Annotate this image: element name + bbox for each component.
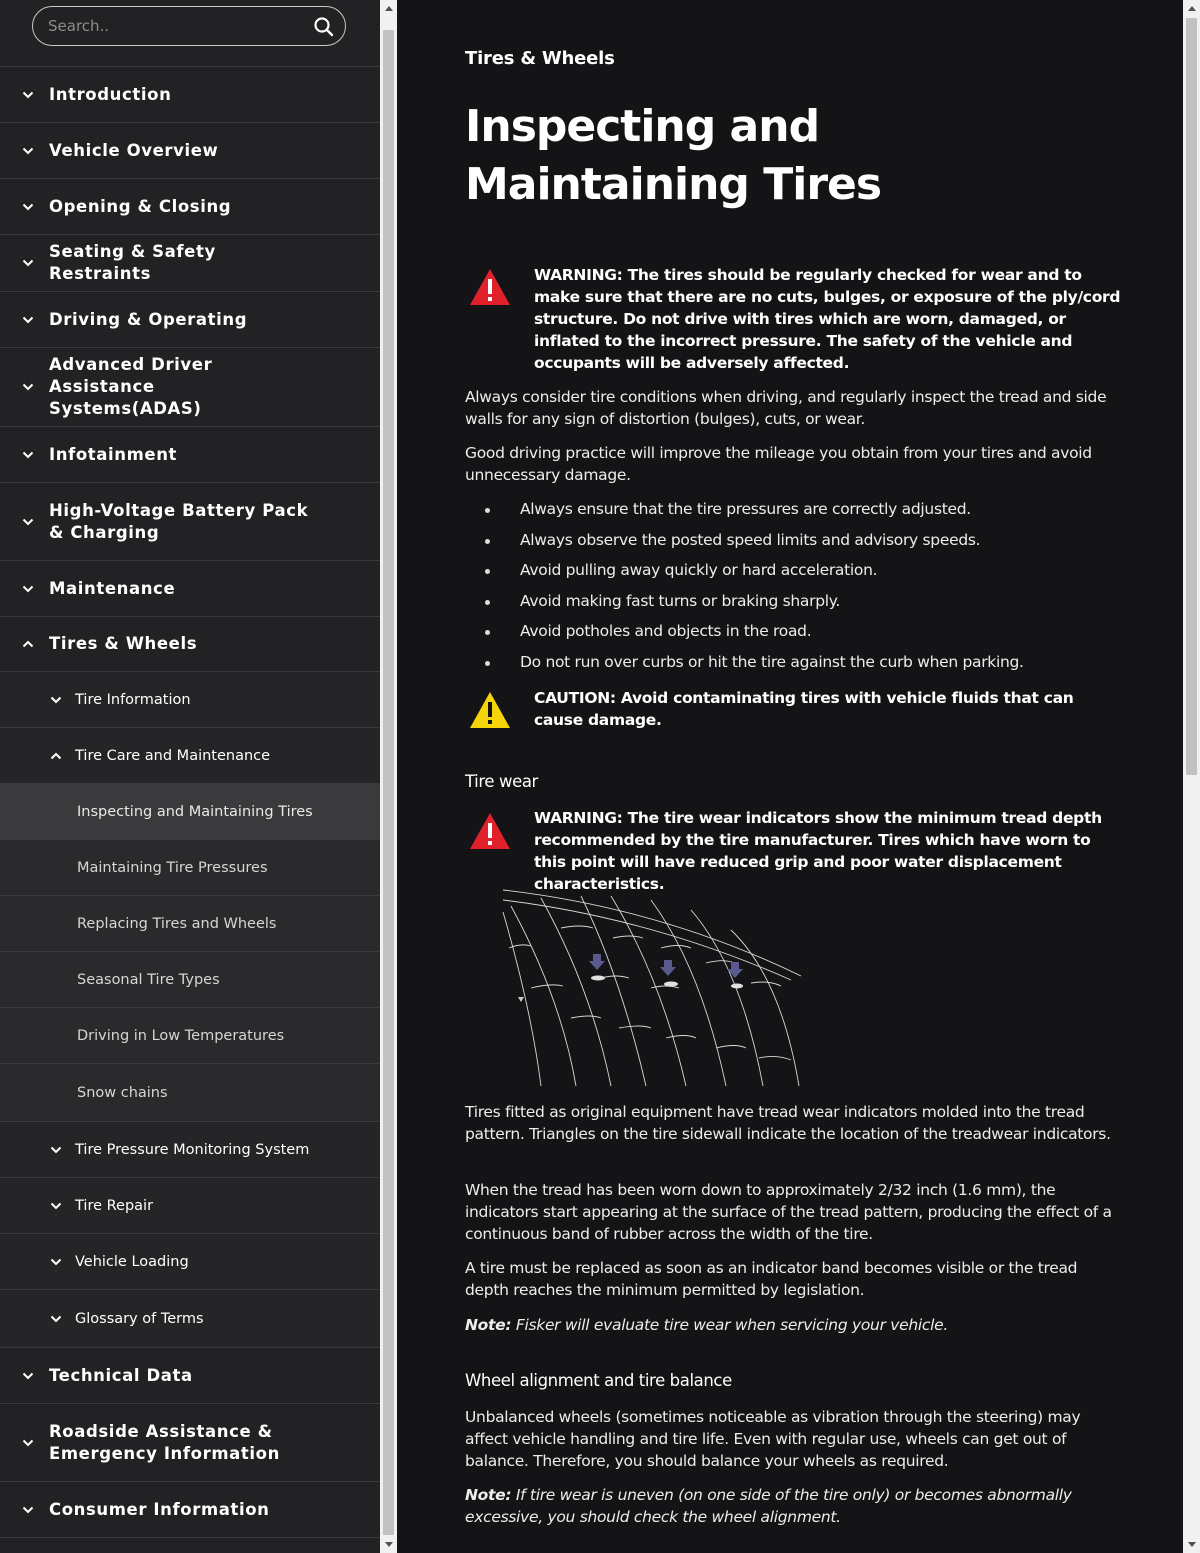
sidebar-page-low-temperatures[interactable] [0, 1008, 380, 1064]
sidebar-item-maintenance[interactable] [0, 561, 380, 617]
sidebar-subitem-glossary[interactable] [0, 1290, 380, 1348]
sidebar-item-label: Introduction [49, 84, 172, 104]
chevron-down-icon [20, 312, 36, 328]
chevron-down-icon [20, 1435, 36, 1451]
body-paragraph: Always consider tire conditions when driving, and regularly inspect the tread and side walls for any sign of distortion (bulges), cuts, or wear. [465, 388, 1107, 428]
chevron-down-icon [20, 143, 36, 159]
chevron-down-icon [20, 199, 36, 215]
sidebar-item-label: Consumer Information [49, 1499, 270, 1519]
sidebar-item-label: Driving & Operating [49, 309, 248, 329]
sidebar-item-label: Tires & Wheels [49, 634, 198, 653]
bullet-icon [485, 630, 490, 635]
sidebar-subitem-label: Tire Information [75, 691, 191, 708]
chevron-up-icon [48, 748, 64, 764]
sidebar-item-infotainment[interactable] [0, 427, 380, 483]
sidebar-item-technical-data[interactable] [0, 1348, 380, 1404]
sidebar-item-label: Infotainment [49, 444, 178, 464]
sidebar-page-label: Maintaining Tire Pressures [77, 859, 268, 876]
sidebar-item-consumer-information[interactable] [0, 1482, 380, 1538]
bullet-icon [485, 508, 490, 513]
sidebar-item-battery-charging[interactable] [0, 483, 380, 561]
scroll-down-arrow-icon[interactable] [1183, 1536, 1200, 1553]
sidebar-scrollbar[interactable] [380, 0, 397, 1553]
chevron-down-icon [20, 514, 36, 530]
note-paragraph [465, 1484, 1120, 1528]
sidebar-item-vehicle-overview[interactable] [0, 123, 380, 179]
sidebar-item-driving-operating[interactable] [0, 292, 380, 348]
chevron-down-icon [48, 1198, 64, 1214]
sidebar-subitem-label: Tire Repair [75, 1197, 154, 1214]
sidebar-item-label: Maintenance [49, 578, 176, 598]
caution-text: CAUTION: Avoid contaminating tires with vehicle fluids that can cause damage. [534, 689, 1074, 729]
sidebar-item-introduction[interactable] [0, 67, 380, 123]
sidebar-page-inspecting-tires[interactable] [0, 784, 380, 840]
warning-text: WARNING: The tire wear indicators show the minimum tread depth recommended by the tire manufacturer. Tires which have worn to this point will have reduced grip and poor water displacement characteristics. [534, 809, 1102, 893]
section-heading: Wheel alignment and tire balance [465, 1371, 732, 1390]
chevron-down-icon [48, 1254, 64, 1270]
sidebar-item-label: Vehicle Overview [49, 140, 219, 160]
note-label: Note: [465, 1486, 512, 1504]
sidebar-subitem-label: Tire Pressure Monitoring System [75, 1141, 310, 1158]
sidebar-page-tire-pressures[interactable] [0, 840, 380, 896]
note-text: Fisker will evaluate tire wear when servicing your vehicle. [511, 1316, 948, 1334]
sidebar-item-adas[interactable] [0, 348, 380, 427]
sidebar-item-seating-safety[interactable] [0, 235, 380, 292]
page-title: Inspecting and Maintaining Tires [465, 101, 882, 210]
sidebar-page-label: Replacing Tires and Wheels [77, 915, 277, 932]
chevron-down-icon [20, 87, 36, 103]
body-paragraph: A tire must be replaced as soon as an indicator band becomes visible or the tread depth reaches the minimum permitted by legislation. [465, 1259, 1078, 1299]
chevron-down-icon [48, 1311, 64, 1327]
sidebar-subitem-tpms[interactable] [0, 1122, 380, 1178]
sidebar-item-opening-closing[interactable] [0, 179, 380, 235]
content-scrollbar[interactable] [1183, 0, 1200, 1553]
sidebar-subitem-label: Tire Care and Maintenance [75, 747, 271, 764]
sidebar-page-label: Seasonal Tire Types [77, 971, 220, 988]
note-label: Note: [465, 1316, 512, 1334]
main-content: Tires & Wheels Inspecting and Maintaining Tires WARNING: The tires should be regularly checked for wear and to make sure that there are no cuts, bulges, or exposure of the ply/cord structure. Do not drive with tires which are worn, damaged, or inflated to the incorrect pressure. The safety of the vehicle and occupants will be adversely affected. Always consider tire conditions when driving, and regularly inspect the tread and side walls for any sign of distortion (bulges), cuts, or wear. Good driving practice will improve the mileage you obtain from your tires and avoid unnecessary damage. Always ensure that the tire pressures are correctly adjusted. Always observe the posted speed limits and advisory speeds. Avoid pulling away quickly or hard acceleration. Avoid making fast turns or braking sharply. Avoid potholes and objects in the road. Do not run over curbs or hit the tire against the curb when parking. CAUTION: Avoid contaminating tires with vehicle fluids that can cause damage. Tire wear WARNING: The tire wear indicators show the minimum tread depth recommended by the tire manufacturer. Tires which have worn to this point will have reduced grip and poor water displacement characteristics. Tires fitted as original equipment have tread wear indicators molded into the tread pattern. Triangles on the tire sidewall indicate the location of the treadwear indicators. When the tread has been worn down to approximately 2/32 inch (1.6 mm), the indicators start appearing at the surface of the tread pattern, producing the effect of a continuous band of rubber across the width of the tire. A tire must be replaced as soon as an indicator band becomes visible or the tread depth reaches the minimum permitted by legislation. Note: Fisker will evaluate tire wear when servicing your vehicle. Wheel alignment and tire balance Unbalanced wheels (sometimes noticeable as vibration through the steering) may affect vehicle handling and tire life. Even with regular use, wheels can get out of balance. Therefore, you should balance your wheels as required. Note: If tire wear is uneven (on one side of the tire only) or becomes abnormally excessive, you should check the wheel alignment. [397, 0, 1183, 1553]
breadcrumb[interactable]: Tires & Wheels [465, 48, 615, 69]
body-paragraph: When the tread has been worn down to approximately 2/32 inch (1.6 mm), the indicators start appearing at the surface of the tread pattern, producing the effect of a continuous band of rubber across the width of the tire. [465, 1181, 1112, 1243]
search-box [32, 6, 346, 46]
bullet-icon [485, 661, 490, 666]
sidebar [0, 0, 380, 1553]
sidebar-item-label: High-Voltage Battery Pack & Charging [49, 500, 309, 542]
chevron-down-icon [48, 692, 64, 708]
sidebar-page-seasonal-tires[interactable] [0, 952, 380, 1008]
warning-icon [469, 268, 511, 306]
sidebar-item-tires-wheels[interactable] [0, 617, 380, 672]
chevron-down-icon [20, 255, 36, 271]
scroll-up-arrow-icon[interactable] [1183, 0, 1200, 17]
note-text: If tire wear is uneven (on one side of the tire only) or becomes abnormally excessive, you should check the wheel alignment. [465, 1486, 1072, 1526]
sidebar-page-replacing-tires[interactable] [0, 896, 380, 952]
sidebar-item-label: Technical Data [49, 1365, 193, 1385]
warning-icon [469, 812, 511, 850]
sidebar-page-snow-chains[interactable] [0, 1064, 380, 1122]
body-paragraph: Good driving practice will improve the mileage you obtain from your tires and avoid unnecessary damage. [465, 444, 1092, 484]
sidebar-page-label: Snow chains [77, 1084, 168, 1101]
sidebar-subitem-tire-care[interactable] [0, 728, 380, 784]
body-paragraph: Tires fitted as original equipment have tread wear indicators molded into the tread pattern. Triangles on the tire sidewall indicate the location of the treadwear indicators. [465, 1103, 1111, 1143]
chevron-down-icon [20, 379, 36, 395]
sidebar-page-label: Inspecting and Maintaining Tires [77, 803, 313, 820]
chevron-down-icon [20, 1502, 36, 1518]
bullet-icon [485, 600, 490, 605]
sidebar-subitem-vehicle-loading[interactable] [0, 1234, 380, 1290]
sidebar-subitem-tire-repair[interactable] [0, 1178, 380, 1234]
scroll-thumb[interactable] [1186, 18, 1197, 775]
section-heading: Tire wear [465, 772, 538, 791]
chevron-down-icon [48, 1142, 64, 1158]
sidebar-item-label: Seating & Safety Restraints [49, 242, 216, 283]
sidebar-item-roadside-assistance[interactable] [0, 1404, 380, 1482]
sidebar-item-label: Roadside Assistance & Emergency Information [49, 1421, 280, 1463]
sidebar-subitem-label: Vehicle Loading [75, 1253, 189, 1270]
note-paragraph [465, 1314, 1120, 1336]
bullet-icon [485, 539, 490, 544]
chevron-up-icon [20, 636, 36, 652]
scroll-up-arrow-icon[interactable] [380, 0, 397, 17]
bullet-icon [485, 569, 490, 574]
chevron-down-icon [20, 1368, 36, 1384]
tread-wear-indicator-diagram [501, 888, 801, 1088]
sidebar-page-label: Driving in Low Temperatures [77, 1027, 285, 1044]
chevron-down-icon [20, 447, 36, 463]
scroll-thumb[interactable] [383, 30, 394, 1535]
sidebar-item-label: Opening & Closing [49, 196, 232, 216]
sidebar-subitem-tire-information[interactable] [0, 672, 380, 728]
search-area [0, 0, 380, 67]
sidebar-item-label: Advanced Driver Assistance Systems(ADAS) [49, 355, 213, 418]
sidebar-subitem-label: Glossary of Terms [75, 1310, 204, 1327]
search-icon[interactable] [313, 16, 335, 38]
chevron-down-icon [20, 581, 36, 597]
scroll-down-arrow-icon[interactable] [380, 1536, 397, 1553]
search-input[interactable] [48, 16, 298, 36]
caution-icon [469, 691, 511, 729]
body-paragraph: Unbalanced wheels (sometimes noticeable as vibration through the steering) may affect vehicle handling and tire life. Even with regular use, wheels can get out of balance. Therefore, you should balance your wheels as required. [465, 1408, 1081, 1470]
warning-text: WARNING: The tires should be regularly checked for wear and to make sure that there are no cuts, bulges, or exposure of the ply/cord structure. Do not drive with tires which are worn, damaged, or inflated to the incorrect pressure. The safety of the vehicle and occupants will be adversely affected. [534, 266, 1121, 372]
